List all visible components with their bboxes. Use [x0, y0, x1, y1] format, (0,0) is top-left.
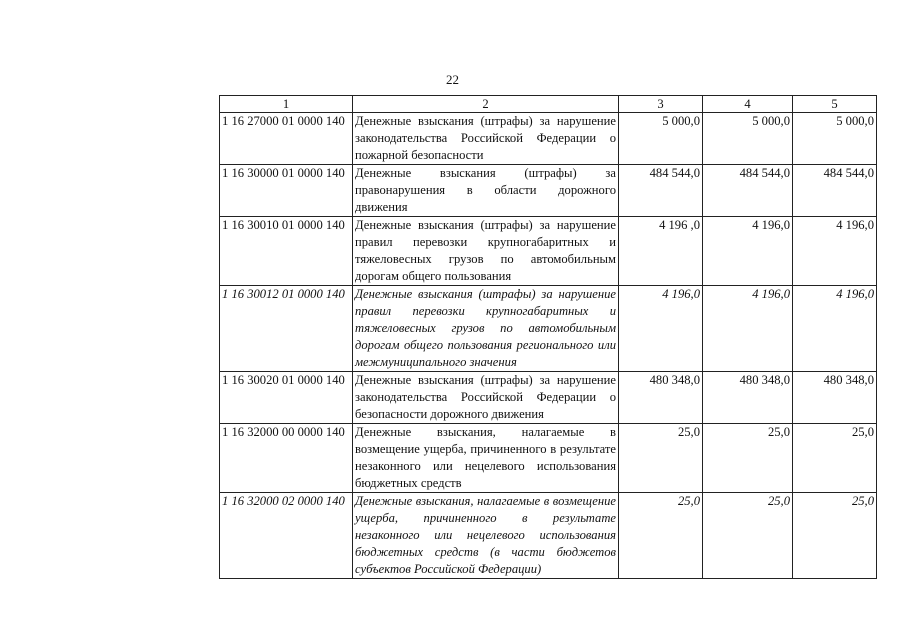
value-cell-col4: 25,0 [703, 493, 793, 579]
description-cell: Денежные взыскания (штрафы) за правонарушения в области дорожного движения [353, 165, 619, 217]
value-cell-col5: 484 544,0 [793, 165, 877, 217]
value-cell-col4: 4 196,0 [703, 217, 793, 286]
value-cell-col3: 5 000,0 [619, 113, 703, 165]
table-row [220, 217, 877, 286]
value-cell-col5: 25,0 [793, 493, 877, 579]
value-cell-col3: 25,0 [619, 424, 703, 493]
value-cell-col3: 484 544,0 [619, 165, 703, 217]
table-row [220, 372, 877, 424]
description-cell: Денежные взыскания (штрафы) за нарушение законодательства Российской Федерации о безопасности дорожного движения [353, 372, 619, 424]
value-cell-col4: 5 000,0 [703, 113, 793, 165]
budget-code-cell: 1 16 30020 01 0000 140 [220, 372, 353, 424]
value-cell-col3: 4 196,0 [619, 286, 703, 372]
table-row [220, 165, 877, 217]
value-cell-col5: 4 196,0 [793, 286, 877, 372]
budget-code-cell: 1 16 30012 01 0000 140 [220, 286, 353, 372]
budget-code-cell: 1 16 27000 01 0000 140 [220, 113, 353, 165]
value-cell-col5: 25,0 [793, 424, 877, 493]
budget-code-cell: 1 16 32000 02 0000 140 [220, 493, 353, 579]
table-row [220, 286, 877, 372]
value-cell-col4: 480 348,0 [703, 372, 793, 424]
value-cell-col5: 5 000,0 [793, 113, 877, 165]
column-header-1: 1 [220, 96, 353, 113]
column-header-5: 5 [793, 96, 877, 113]
column-header-3: 3 [619, 96, 703, 113]
description-cell: Денежные взыскания, налагаемые в возмещение ущерба, причиненного в результате незаконного или нецелевого использования бюджетных средств (в части бюджетов субъектов Российской Федерации) [353, 493, 619, 579]
table-row [220, 424, 877, 493]
value-cell-col3: 4 196 ,0 [619, 217, 703, 286]
value-cell-col4: 4 196,0 [703, 286, 793, 372]
table-header-row [220, 96, 877, 113]
column-header-4: 4 [703, 96, 793, 113]
description-cell: Денежные взыскания (штрафы) за нарушение законодательства Российской Федерации о пожарной безопасности [353, 113, 619, 165]
description-cell: Денежные взыскания (штрафы) за нарушение правил перевозки крупногабаритных и тяжеловесных грузов по автомобильным дорогам общего пользования регионального или межмуниципального значения [353, 286, 619, 372]
table-row [220, 113, 877, 165]
budget-code-cell: 1 16 30000 01 0000 140 [220, 165, 353, 217]
description-cell: Денежные взыскания, налагаемые в возмещение ущерба, причиненного в результате незаконного или нецелевого использования бюджетных средств [353, 424, 619, 493]
value-cell-col4: 484 544,0 [703, 165, 793, 217]
value-cell-col3: 25,0 [619, 493, 703, 579]
budget-code-cell: 1 16 32000 00 0000 140 [220, 424, 353, 493]
page-number: 22 [446, 72, 459, 87]
description-cell: Денежные взыскания (штрафы) за нарушение правил перевозки крупногабаритных и тяжеловесных грузов по автомобильным дорогам общего пользования [353, 217, 619, 286]
column-header-2: 2 [353, 96, 619, 113]
value-cell-col5: 480 348,0 [793, 372, 877, 424]
budget-revenue-table [219, 95, 877, 579]
value-cell-col4: 25,0 [703, 424, 793, 493]
value-cell-col5: 4 196,0 [793, 217, 877, 286]
table-row [220, 493, 877, 579]
budget-code-cell: 1 16 30010 01 0000 140 [220, 217, 353, 286]
value-cell-col3: 480 348,0 [619, 372, 703, 424]
